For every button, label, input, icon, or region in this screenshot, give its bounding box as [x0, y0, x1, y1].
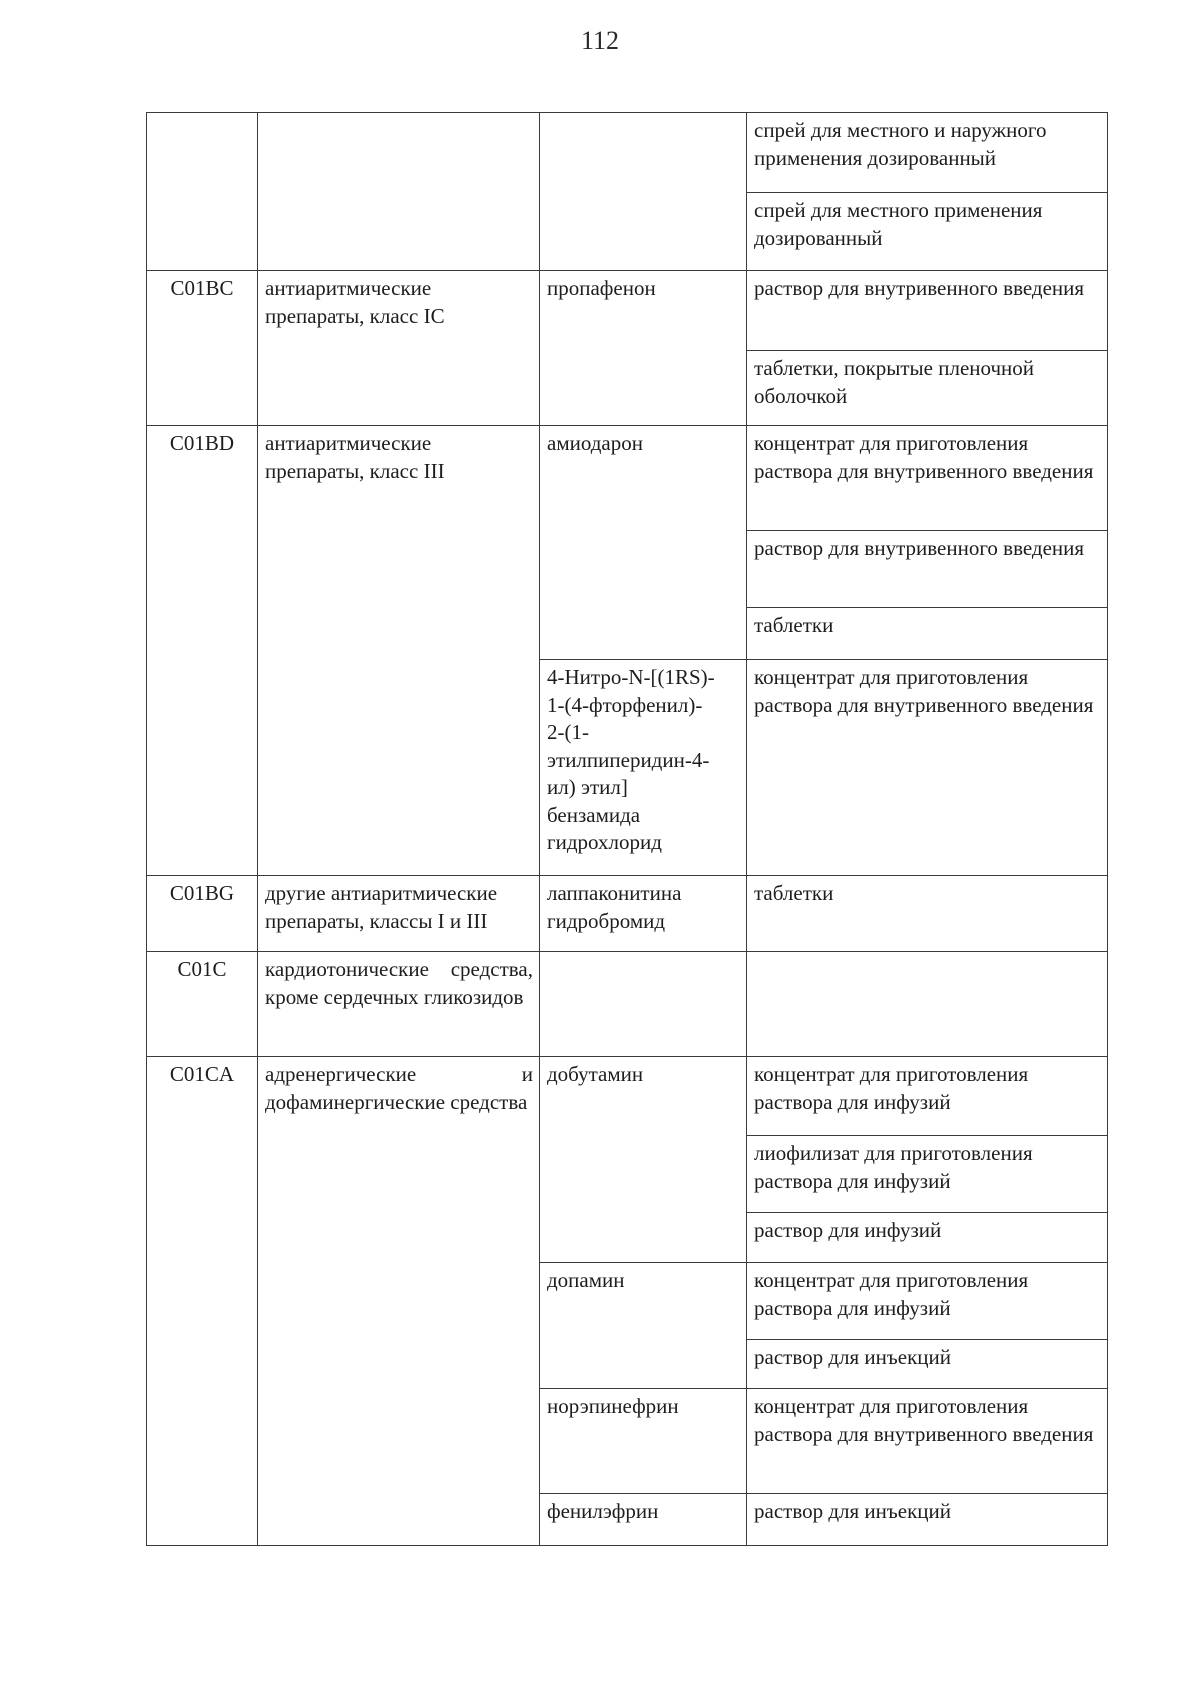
table-cell-substance-empty — [540, 113, 747, 271]
table-cell-form: концентрат для приготовления раствора для внутривенного введения — [747, 1389, 1108, 1494]
table-cell-substance: норэпинефрин — [540, 1389, 747, 1494]
table-cell-code: C01BC — [147, 271, 258, 426]
table-cell-form-empty — [747, 952, 1108, 1057]
table-cell-group-empty — [258, 113, 540, 271]
table-cell-form: концентрат для приготовления раствора для инфузий — [747, 1057, 1108, 1136]
table-cell-substance: амиодарон — [540, 426, 747, 660]
table-cell-form: раствор для инъекций — [747, 1494, 1108, 1546]
table-cell-form: концентрат для приготовления раствора для внутривенного введения — [747, 426, 1108, 531]
table-cell-form: концентрат для приготовления раствора для внутривенного введения — [747, 660, 1108, 876]
table-cell-form: таблетки — [747, 608, 1108, 660]
table-cell-form: таблетки, покрытые пленочной оболочкой — [747, 351, 1108, 426]
table-cell-substance: фенилэфрин — [540, 1494, 747, 1546]
table-cell-code: C01C — [147, 952, 258, 1057]
table-cell-form: спрей для местного и наружного применения дозированный — [747, 113, 1108, 193]
table-cell-substance: 4-Нитро-N-[(1RS)- 1-(4-фторфенил)- 2-(1- этилпиперидин-4- ил) этил] бензамида гидрохлорид — [540, 660, 747, 876]
page-number: 112 — [580, 26, 620, 55]
table-cell-substance: лаппаконитина гидробромид — [540, 876, 747, 952]
table-cell-group: антиаритмические препараты, класс III — [258, 426, 540, 876]
table-cell-form: раствор для инъекций — [747, 1340, 1108, 1389]
table-cell-group — [258, 1057, 540, 1546]
table-cell-code-empty — [147, 113, 258, 271]
table-cell-form: спрей для местного применения дозированный — [747, 193, 1108, 271]
table-cell-group: кардиотонические средства, кроме сердечных гликозидов — [258, 952, 540, 1057]
table-cell-code: C01CA — [147, 1057, 258, 1546]
table-cell-substance: пропафенон — [540, 271, 747, 426]
table-cell-form: лиофилизат для приготовления раствора для инфузий — [747, 1136, 1108, 1213]
table-cell-form: раствор для внутривенного введения — [747, 271, 1108, 351]
drug-table — [146, 112, 1108, 1546]
group-line: дофаминергические средства — [265, 1089, 528, 1114]
table-cell-group: другие антиаритмические препараты, классы I и III — [258, 876, 540, 952]
table-cell-code: C01BG — [147, 876, 258, 952]
table-cell-group: антиаритмические препараты, класс IC — [258, 271, 540, 426]
table-cell-form: раствор для инфузий — [747, 1213, 1108, 1263]
table-cell-form: раствор для внутривенного введения — [747, 531, 1108, 608]
table-cell-code: C01BD — [147, 426, 258, 876]
group-line: адренергические и — [265, 1062, 533, 1086]
table-cell-form: таблетки — [747, 876, 1108, 952]
table-cell-form: концентрат для приготовления раствора для инфузий — [747, 1263, 1108, 1340]
table-cell-substance-empty — [540, 952, 747, 1057]
table-cell-substance: добутамин — [540, 1057, 747, 1263]
table-cell-substance: допамин — [540, 1263, 747, 1389]
